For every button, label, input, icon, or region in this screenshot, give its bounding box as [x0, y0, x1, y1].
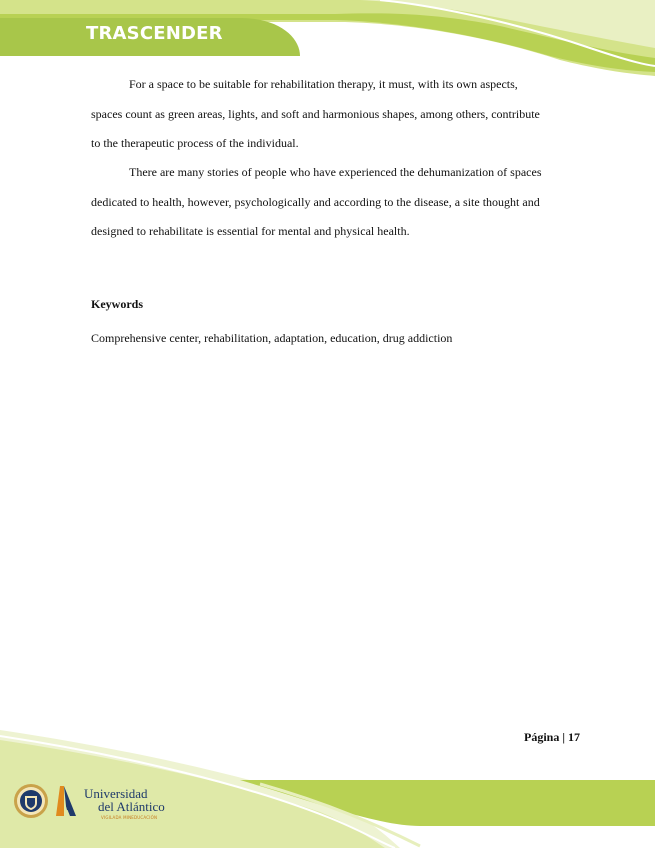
university-name-line2: del Atlántico	[98, 799, 165, 814]
paragraph-2	[91, 158, 581, 247]
paragraph-line: spaces count as green areas, lights, and soft and harmonious shapes, among others, contribute	[91, 106, 540, 121]
header-title: TRASCENDER	[86, 23, 223, 44]
paragraph-line: dedicated to health, however, psychologically and according to the disease, a site thought and	[91, 194, 540, 209]
university-tagline: VIGILADA MINEDUCACIÓN	[101, 815, 158, 820]
paragraph-line: For a space to be suitable for rehabilitation therapy, it must, with its own aspects,	[129, 77, 518, 91]
footer-band	[0, 700, 655, 848]
paragraph-line: designed to rehabilitate is essential for mental and physical health.	[91, 224, 410, 238]
keywords-heading: Keywords	[91, 297, 143, 311]
university-name-line1: Universidad	[84, 786, 148, 801]
paragraph-line: There are many stories of people who have experienced the dehumanization of spaces	[129, 165, 542, 179]
page-number: Página | 17	[524, 730, 580, 744]
paragraph-line: to the therapeutic process of the individual.	[91, 136, 299, 150]
paragraph-1	[91, 70, 581, 159]
keywords-text: Comprehensive center, rehabilitation, adaptation, education, drug addiction	[91, 331, 453, 345]
